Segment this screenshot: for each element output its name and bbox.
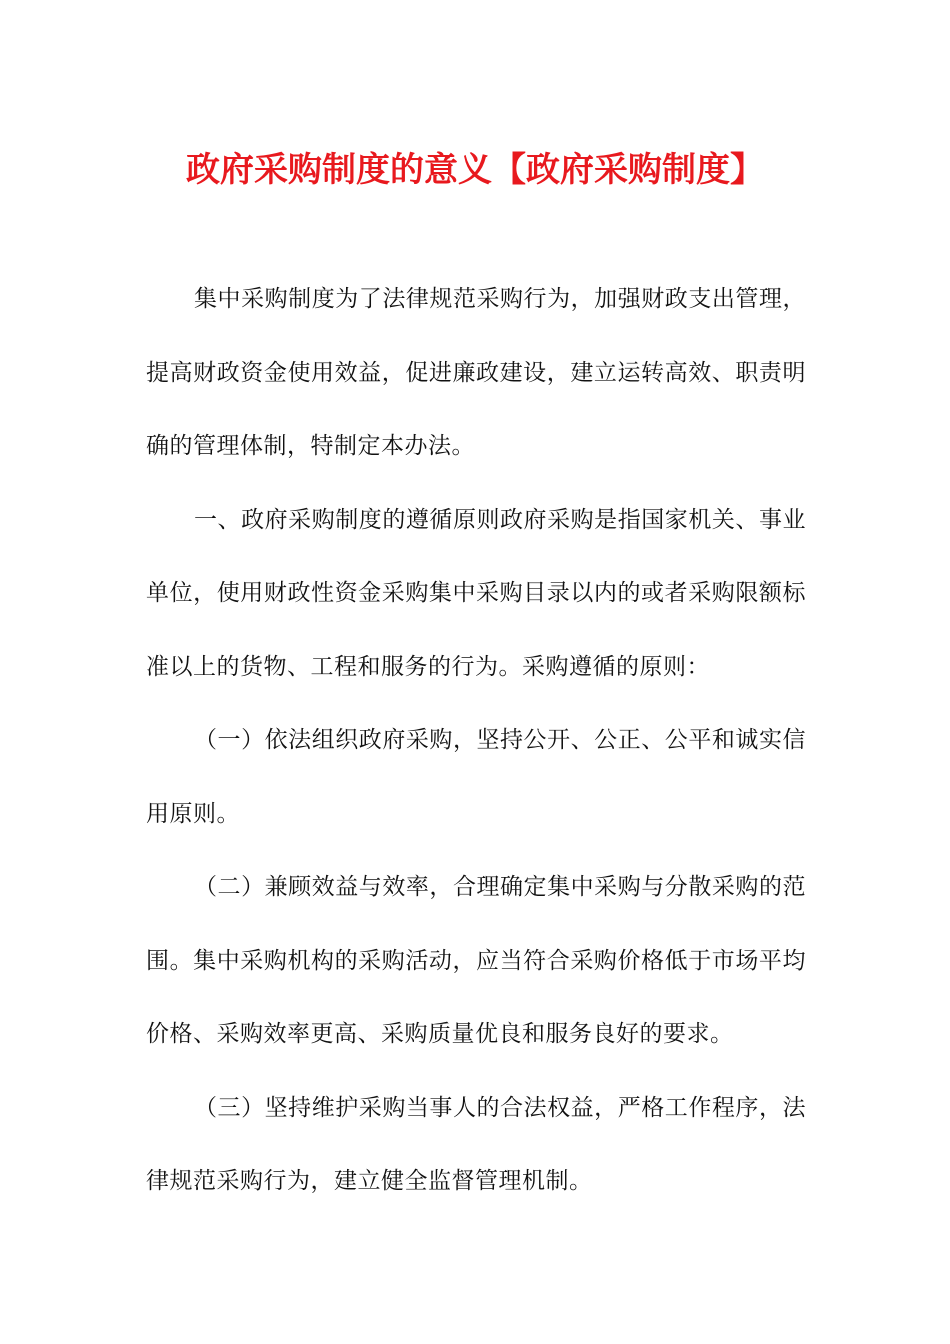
paragraph-principle-2: （二）兼顾效益与效率，合理确定集中采购与分散采购的范围。集中采购机构的采购活动，应当符合采购价格低于市场平均价格、采购效率更高、采购质量优良和服务良好的要求。 bbox=[146, 874, 806, 1047]
paragraph-principle-3: （三）坚持维护采购当事人的合法权益，严格工作程序，法律规范采购行为，建立健全监督管理机制。 bbox=[146, 1094, 806, 1194]
paragraph-intro: 集中采购制度为了法律规范采购行为，加强财政支出管理，提高财政资金使用效益，促进廉政建设，建立运转高效、职责明确的管理体制，特制定本办法。 bbox=[146, 286, 806, 459]
document-body bbox=[146, 263, 806, 1219]
paragraph-principle-1: （一）依法组织政府采购，坚持公开、公正、公平和诚实信用原则。 bbox=[146, 727, 806, 827]
document-title: 政府采购制度的意义【政府采购制度】 bbox=[186, 150, 764, 190]
paragraph-principles: 一、政府采购制度的遵循原则政府采购是指国家机关、事业单位，使用财政性资金采购集中采购目录以内的或者采购限额标准以上的货物、工程和服务的行为。采购遵循的原则： bbox=[146, 506, 806, 680]
